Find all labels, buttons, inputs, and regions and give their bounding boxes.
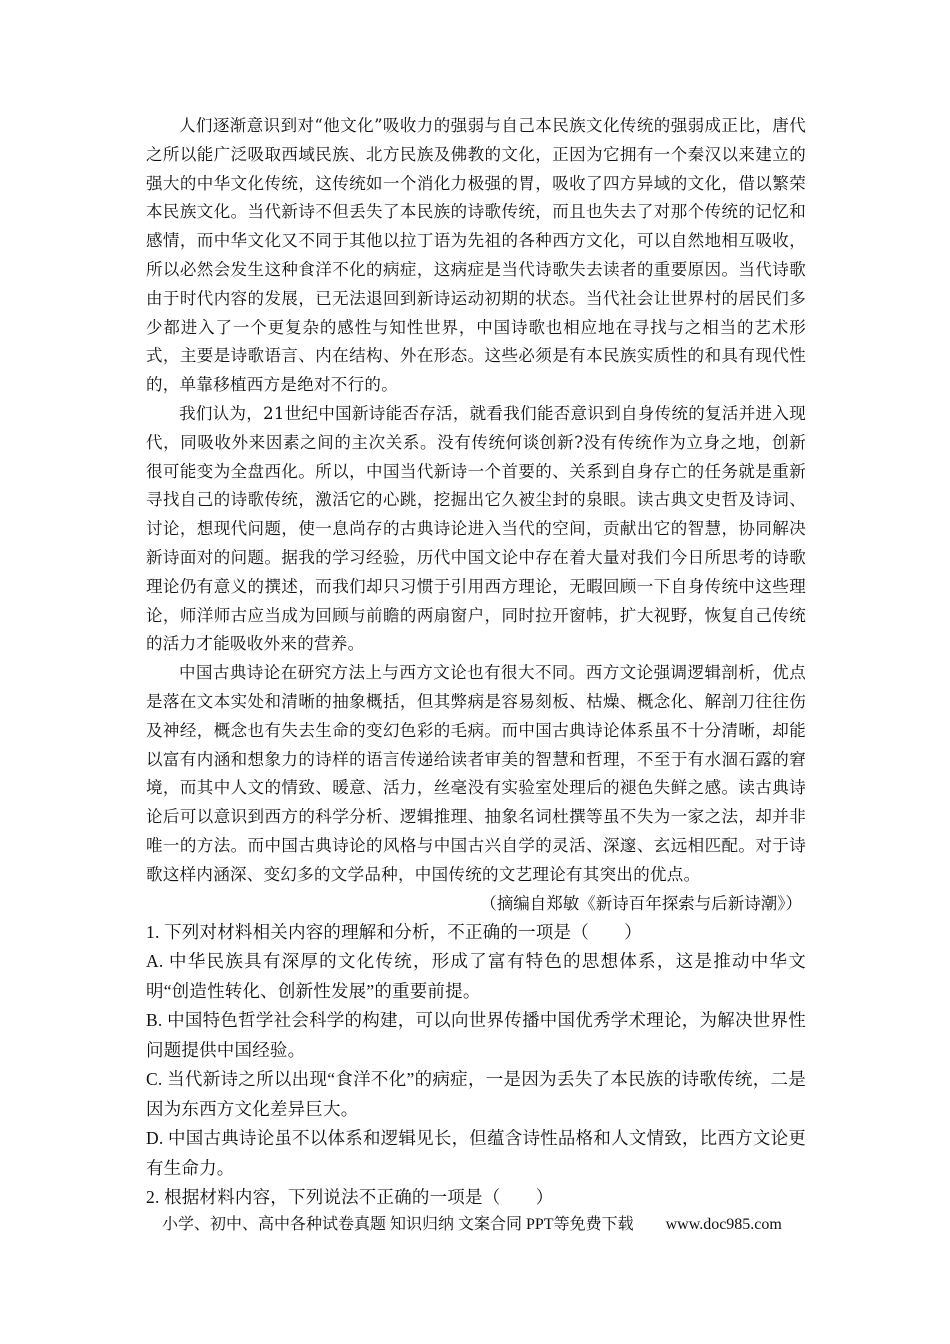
page-footer [162,1211,782,1234]
question-2-stem: 2. 根据材料内容，下列说法不正确的一项是（ ） [146,1187,554,1208]
footer-text: 小学、初中、高中各种试卷真题 知识归纳 文案合同 PPT等免费下载 [162,1216,634,1233]
question-1-option-d: D. 中国古典诗论虽不以体系和逻辑见长，但蕴含诗性品格和人文情致，比西方文论更有生命力。 [146,1128,806,1178]
article-paragraph-3: 中国古典诗论在研究方法上与西方文论也有很大不同。西方文论强调逻辑剖析，优点是落在文本实处和清晰的抽象概括，但其弊病是容易刻板、枯燥、概念化、解剖刀往往伤及神经，概念也有失去生命的变幻色彩的毛病。而中国古典诗论体系虽不十分清晰，却能以富有内涵和想象力的诗样的语言传递给读者审美的智慧和哲理，不至于有水涸石露的窘境，而其中人文的情致、暖意、活力，丝毫没有实验室处理后的褪色失鲜之感。读古典诗论后可以意识到西方的科学分析、逻辑推理、抽象名词杜撰等虽不失为一家之法，却并非唯一的方法。而中国古典诗论的风格与中国古兴自学的灵活、深邃、玄远相匹配。对于诗歌这样内涵深、变幻多的文学品种，中国传统的文艺理论有其突出的优点。 [146,663,806,884]
footer-url: www.doc985.com [665,1216,782,1233]
article-paragraph-2: 我们认为，21世纪中国新诗能否存活，就看我们能否意识到自身传统的复活并进入现代，同吸收外来因素之间的主次关系。没有传统何谈创新?没有传统作为立身之地，创新很可能变为全盘西化。所以，中国当代新诗一个首要的、关系到自身存亡的任务就是重新寻找自己的诗歌传统，激活它的心跳，挖掘出它久被尘封的泉眼。读古典文史哲及诗词、讨论，想现代问题，使一息尚存的古典诗论进入当代的空间，贡献出它的智慧，协同解决新诗面对的问题。据我的学习经验，历代中国文论中存在着大量对我们今日所思考的诗歌理论仍有意义的撰述，而我们却只习惯于引用西方理论，无暇回顾一下自身传统中这些理论，师洋师古应当成为回顾与前瞻的两扇窗户，同时拉开窗帏，扩大视野，恢复自己传统的活力才能吸收外来的营养。 [146,403,806,654]
article-source: （摘编自郑敏《新诗百年探索与后新诗潮》） [480,893,802,913]
question-1-option-c: C. 当代新诗之所以出现“食洋不化”的病症，一是因为丢失了本民族的诗歌传统，二是因为东西方文化差异巨大。 [146,1069,806,1119]
question-1 [146,918,806,1184]
question-1-stem: 1. 下列对材料相关内容的理解和分析，不正确的一项是（ ） [146,921,642,942]
article-paragraph-1: 人们逐渐意识到对“他文化”吸收力的强弱与自己本民族文化传统的强弱成正比，唐代之所以能广泛吸取西域民族、北方民族及佛教的文化，正因为它拥有一个秦汉以来建立的强大的中华文化传统，这传统如一个消化力极强的胃，吸收了四方异域的文化，借以繁荣本民族文化。当代新诗不但丢失了本民族的诗歌传统，而且也失去了对那个传统的记忆和感情，而中华文化又不同于其他以拉丁语为先祖的各种西方文化，可以自然地相互吸收，所以必然会发生这种食洋不化的病症，这病症是当代诗歌失去读者的重要原因。当代诗歌由于时代内容的发展，已无法退回到新诗运动初期的状态。当代社会让世界村的居民们多少都进入了一个更复杂的感性与知性世界，中国诗歌也相应地在寻找与之相当的艺术形式，主要是诗歌语言、内在结构、外在形态。这些必须是有本民族实质性的和具有现代性的，单靠移植西方是绝对不行的。 [146,116,806,395]
question-2 [146,1183,806,1213]
question-1-option-a: A. 中华民族具有深厚的文化传统，形成了富有特色的思想体系，这是推动中华文明“创造性转化、创新性发展”的重要前提。 [146,951,806,1001]
document-body [146,112,806,1213]
question-1-option-b: B. 中国特色哲学社会科学的构建，可以向世界传播中国优秀学术理论，为解决世界性问题提供中国经验。 [146,1010,806,1060]
